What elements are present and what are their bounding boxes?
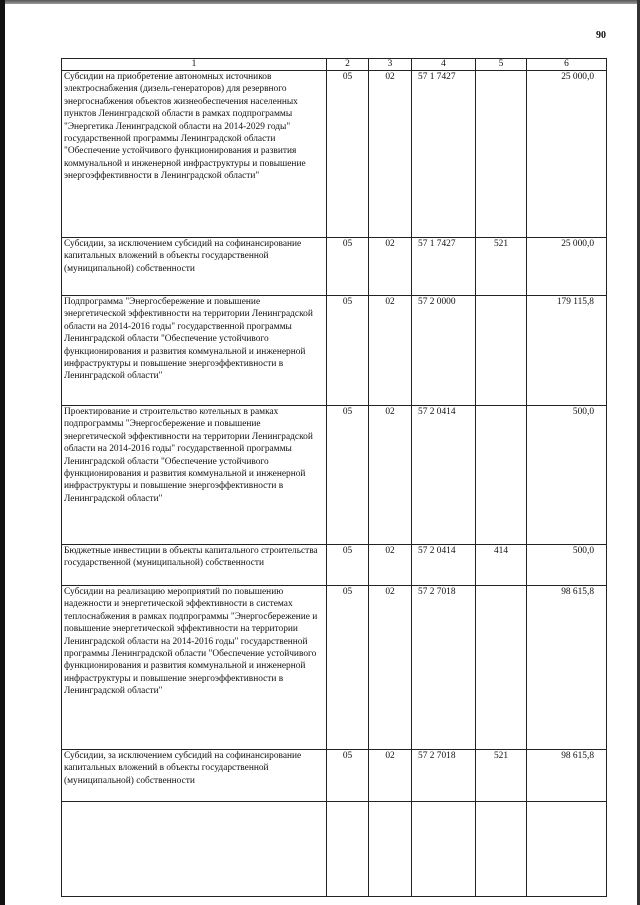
table-row xyxy=(62,296,607,406)
table-row xyxy=(62,545,607,586)
table-row xyxy=(62,586,607,750)
row-target-article: 57 2 7018 xyxy=(412,586,476,750)
column-header-3: 3 xyxy=(369,59,412,71)
row-amount: 25 000,0 xyxy=(527,238,607,296)
row-expense-type xyxy=(476,71,527,238)
row-subsection: 02 xyxy=(369,238,412,296)
row-target-article: 57 1 7427 xyxy=(412,71,476,238)
column-header-6: 6 xyxy=(527,59,607,71)
row-amount: 500,0 xyxy=(527,545,607,586)
row-expense-type: 414 xyxy=(476,545,527,586)
row-expense-type: 521 xyxy=(476,750,527,802)
budget-table xyxy=(61,58,607,897)
table-header-row xyxy=(62,59,607,71)
row-name: Субсидии, за исключением субсидий на софинансирование капитальных вложений в объекты государственной (муниципальной) собственности xyxy=(62,750,327,802)
column-header-5: 5 xyxy=(476,59,527,71)
column-header-1: 1 xyxy=(62,59,327,71)
row-target-article: 57 2 0414 xyxy=(412,406,476,545)
scan-edge-left xyxy=(0,0,5,905)
row-section: 05 xyxy=(327,71,369,238)
row-target-article: 57 2 0414 xyxy=(412,545,476,586)
row-name: Субсидии на приобретение автономных источников электроснабжения (дизель-генераторов) для резервного энергоснабжения объектов жизнеобеспечения населенных пунктов Ленинградской области в рамках подпрограммы "Энергетика Ленинградской области на 2014-2029 годы" государственной программы Ленинградской области "Обеспечение устойчивого функционирования и развития коммунальной и инженерной инфраструктуры и повышение энергоэффективности в Ленинградской области" xyxy=(62,71,327,238)
row-amount: 25 000,0 xyxy=(527,71,607,238)
row-expense-type xyxy=(476,406,527,545)
row-amount: 500,0 xyxy=(527,406,607,545)
row-subsection: 02 xyxy=(369,545,412,586)
row-target-article: 57 1 7427 xyxy=(412,238,476,296)
row-target-article: 57 2 0000 xyxy=(412,296,476,406)
table-row xyxy=(62,750,607,802)
row-section: 05 xyxy=(327,545,369,586)
row-section: 05 xyxy=(327,750,369,802)
row-amount: 179 115,8 xyxy=(527,296,607,406)
row-expense-type: 521 xyxy=(476,238,527,296)
row-name: Проектирование и строительство котельных в рамках подпрограммы "Энергосбережение и повышение энергетической эффективности на территории Ленинградской области на 2014-2016 годы" государственной программы Ленинградской области "Обеспечение устойчивого функционирования и развития коммунальной и инженерной инфраструктуры и повышение энергоэффективности в Ленинградской области" xyxy=(62,406,327,545)
row-expense-type xyxy=(476,296,527,406)
page-number: 90 xyxy=(596,30,606,41)
row-amount: 98 615,8 xyxy=(527,586,607,750)
table-row xyxy=(62,406,607,545)
row-name: Субсидии, за исключением субсидий на софинансирование капитальных вложений в объекты государственной (муниципальной) собственности xyxy=(62,238,327,296)
row-section: 05 xyxy=(327,296,369,406)
row-name: Субсидии на реализацию мероприятий по повышению надежности и энергетической эффективности в системах теплоснабжения в рамках подпрограммы "Энергосбережение и повышение энергетической эффективности на территории Ленинградской области на 2014-2016 годы" государственной программы Ленинградской области "Обеспечение устойчивого функционирования и развития коммунальной и инженерной инфраструктуры и повышение энергоэффективности в Ленинградской области" xyxy=(62,586,327,750)
row-target-article: 57 2 7018 xyxy=(412,750,476,802)
row-subsection: 02 xyxy=(369,296,412,406)
row-subsection: 02 xyxy=(369,71,412,238)
row-section: 05 xyxy=(327,586,369,750)
row-section: 05 xyxy=(327,238,369,296)
column-header-4: 4 xyxy=(412,59,476,71)
empty-table-row xyxy=(62,802,607,897)
row-subsection: 02 xyxy=(369,586,412,750)
row-amount: 98 615,8 xyxy=(527,750,607,802)
column-header-2: 2 xyxy=(327,59,369,71)
row-expense-type xyxy=(476,586,527,750)
row-name: Подпрограмма "Энергосбережение и повышение энергетической эффективности на территории Ленинградской области на 2014-2016 годы" государственной программы Ленинградской области "Обеспечение устойчивого функционирования и развития коммунальной и инженерной инфраструктуры и повышение энергоэффективности в Ленинградской области" xyxy=(62,296,327,406)
row-name: Бюджетные инвестиции в объекты капитального строительства государственной (муниципальной) собственности xyxy=(62,545,327,586)
row-subsection: 02 xyxy=(369,750,412,802)
table-row xyxy=(62,71,607,238)
scan-edge-top xyxy=(0,0,640,4)
table-row xyxy=(62,238,607,296)
row-section: 05 xyxy=(327,406,369,545)
row-subsection: 02 xyxy=(369,406,412,545)
